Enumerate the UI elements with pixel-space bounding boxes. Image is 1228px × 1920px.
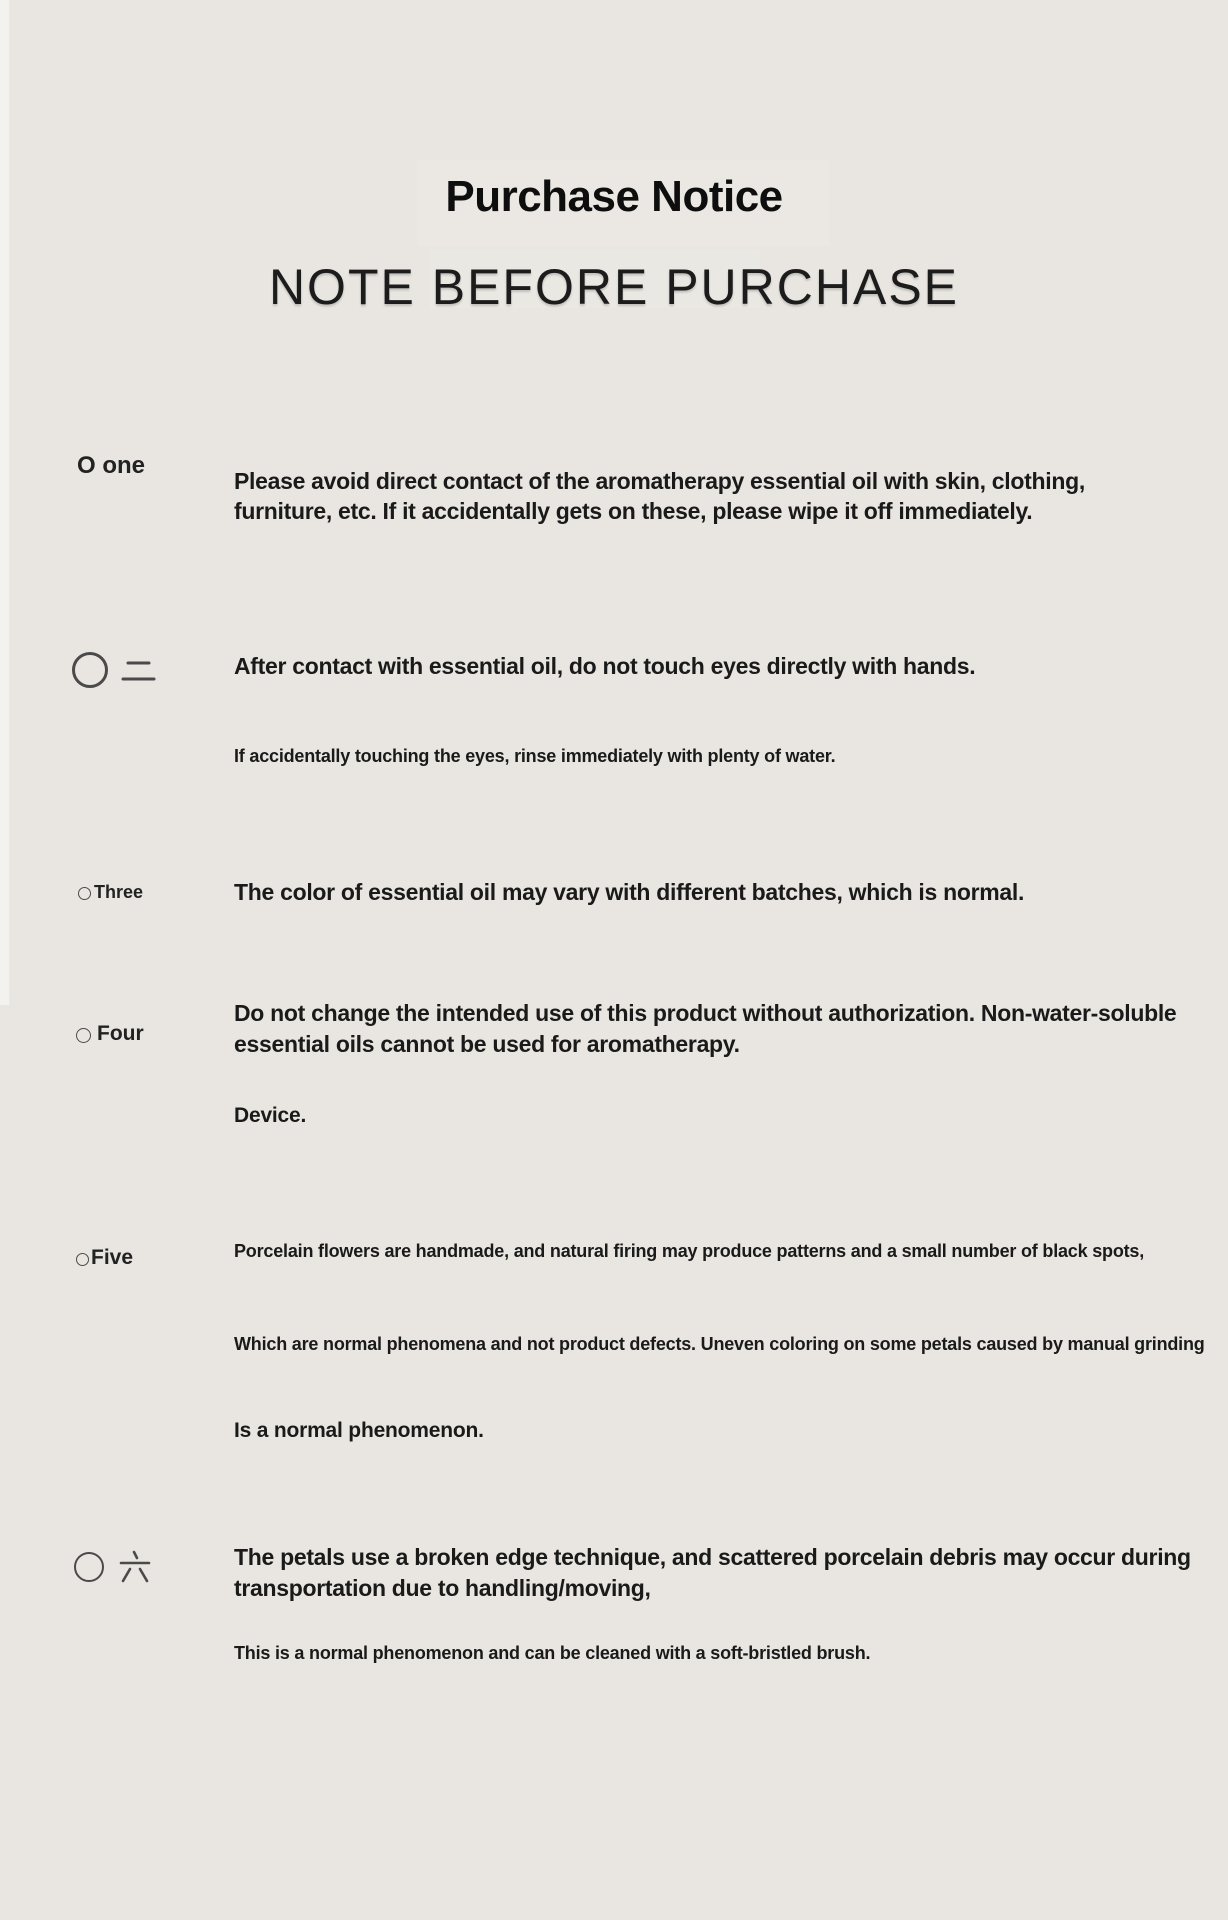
page-subtitle: NOTE BEFORE PURCHASE [268,259,960,315]
item-one-marker [77,452,145,480]
item-two-line-1: After contact with essential oil, do not touch eyes directly with hands. [234,653,976,679]
item-six-subnote: This is a normal phenomenon and can be cleaned with a soft-bristled brush. [234,1643,871,1663]
item-five-marker-label: Five [91,1246,134,1269]
item-five-line-2: Which are normal phenomena and not product defects. Uneven coloring on some petals caused by manual grinding [234,1334,1205,1354]
item-five-line-1: Porcelain flowers are handmade, and natural firing may produce patterns and a small number of black spots, [234,1241,1145,1261]
page-title: Purchase Notice [445,172,783,221]
item-two-marker [72,650,158,690]
circle-icon [76,1253,89,1266]
item-two-subnote: If accidentally touching the eyes, rinse immediately with plenty of water. [234,746,836,766]
circle-icon [76,1028,91,1043]
circle-icon [78,887,91,900]
item-five-line-3: Is a normal phenomenon. [234,1419,484,1442]
circle-icon [74,1552,104,1582]
item-one-marker-label: O one [77,452,146,479]
item-six-line-2: transportation due to handling/moving, [234,1575,651,1601]
item-five-marker [76,1246,133,1270]
item-four-line-2: essential oils cannot be used for aromatherapy. [234,1031,740,1057]
hanzi-six-icon [116,1547,154,1585]
item-four-marker [76,1022,144,1046]
left-edge-strip [0,0,10,1005]
item-three-marker-label: Three [94,882,144,902]
item-six-marker [74,1549,154,1585]
item-four-line-1: Do not change the intended use of this product without authorization. Non-water-soluble [234,1000,1177,1026]
item-three-line-1: The color of essential oil may vary with different batches, which is normal. [234,879,1025,905]
item-six-line-1: The petals use a broken edge technique, and scattered porcelain debris may occur during [234,1544,1191,1570]
item-one-line-1: Please avoid direct contact of the aromatherapy essential oil with skin, clothing, [234,468,1085,494]
item-three-marker [78,882,143,903]
circle-icon [72,652,108,688]
item-four-marker-label: Four [97,1022,144,1045]
hanzi-two-icon [118,650,158,690]
item-one-line-2: furniture, etc. If it accidentally gets on these, please wipe it off immediately. [234,498,1033,524]
item-four-subnote: Device. [234,1104,307,1127]
